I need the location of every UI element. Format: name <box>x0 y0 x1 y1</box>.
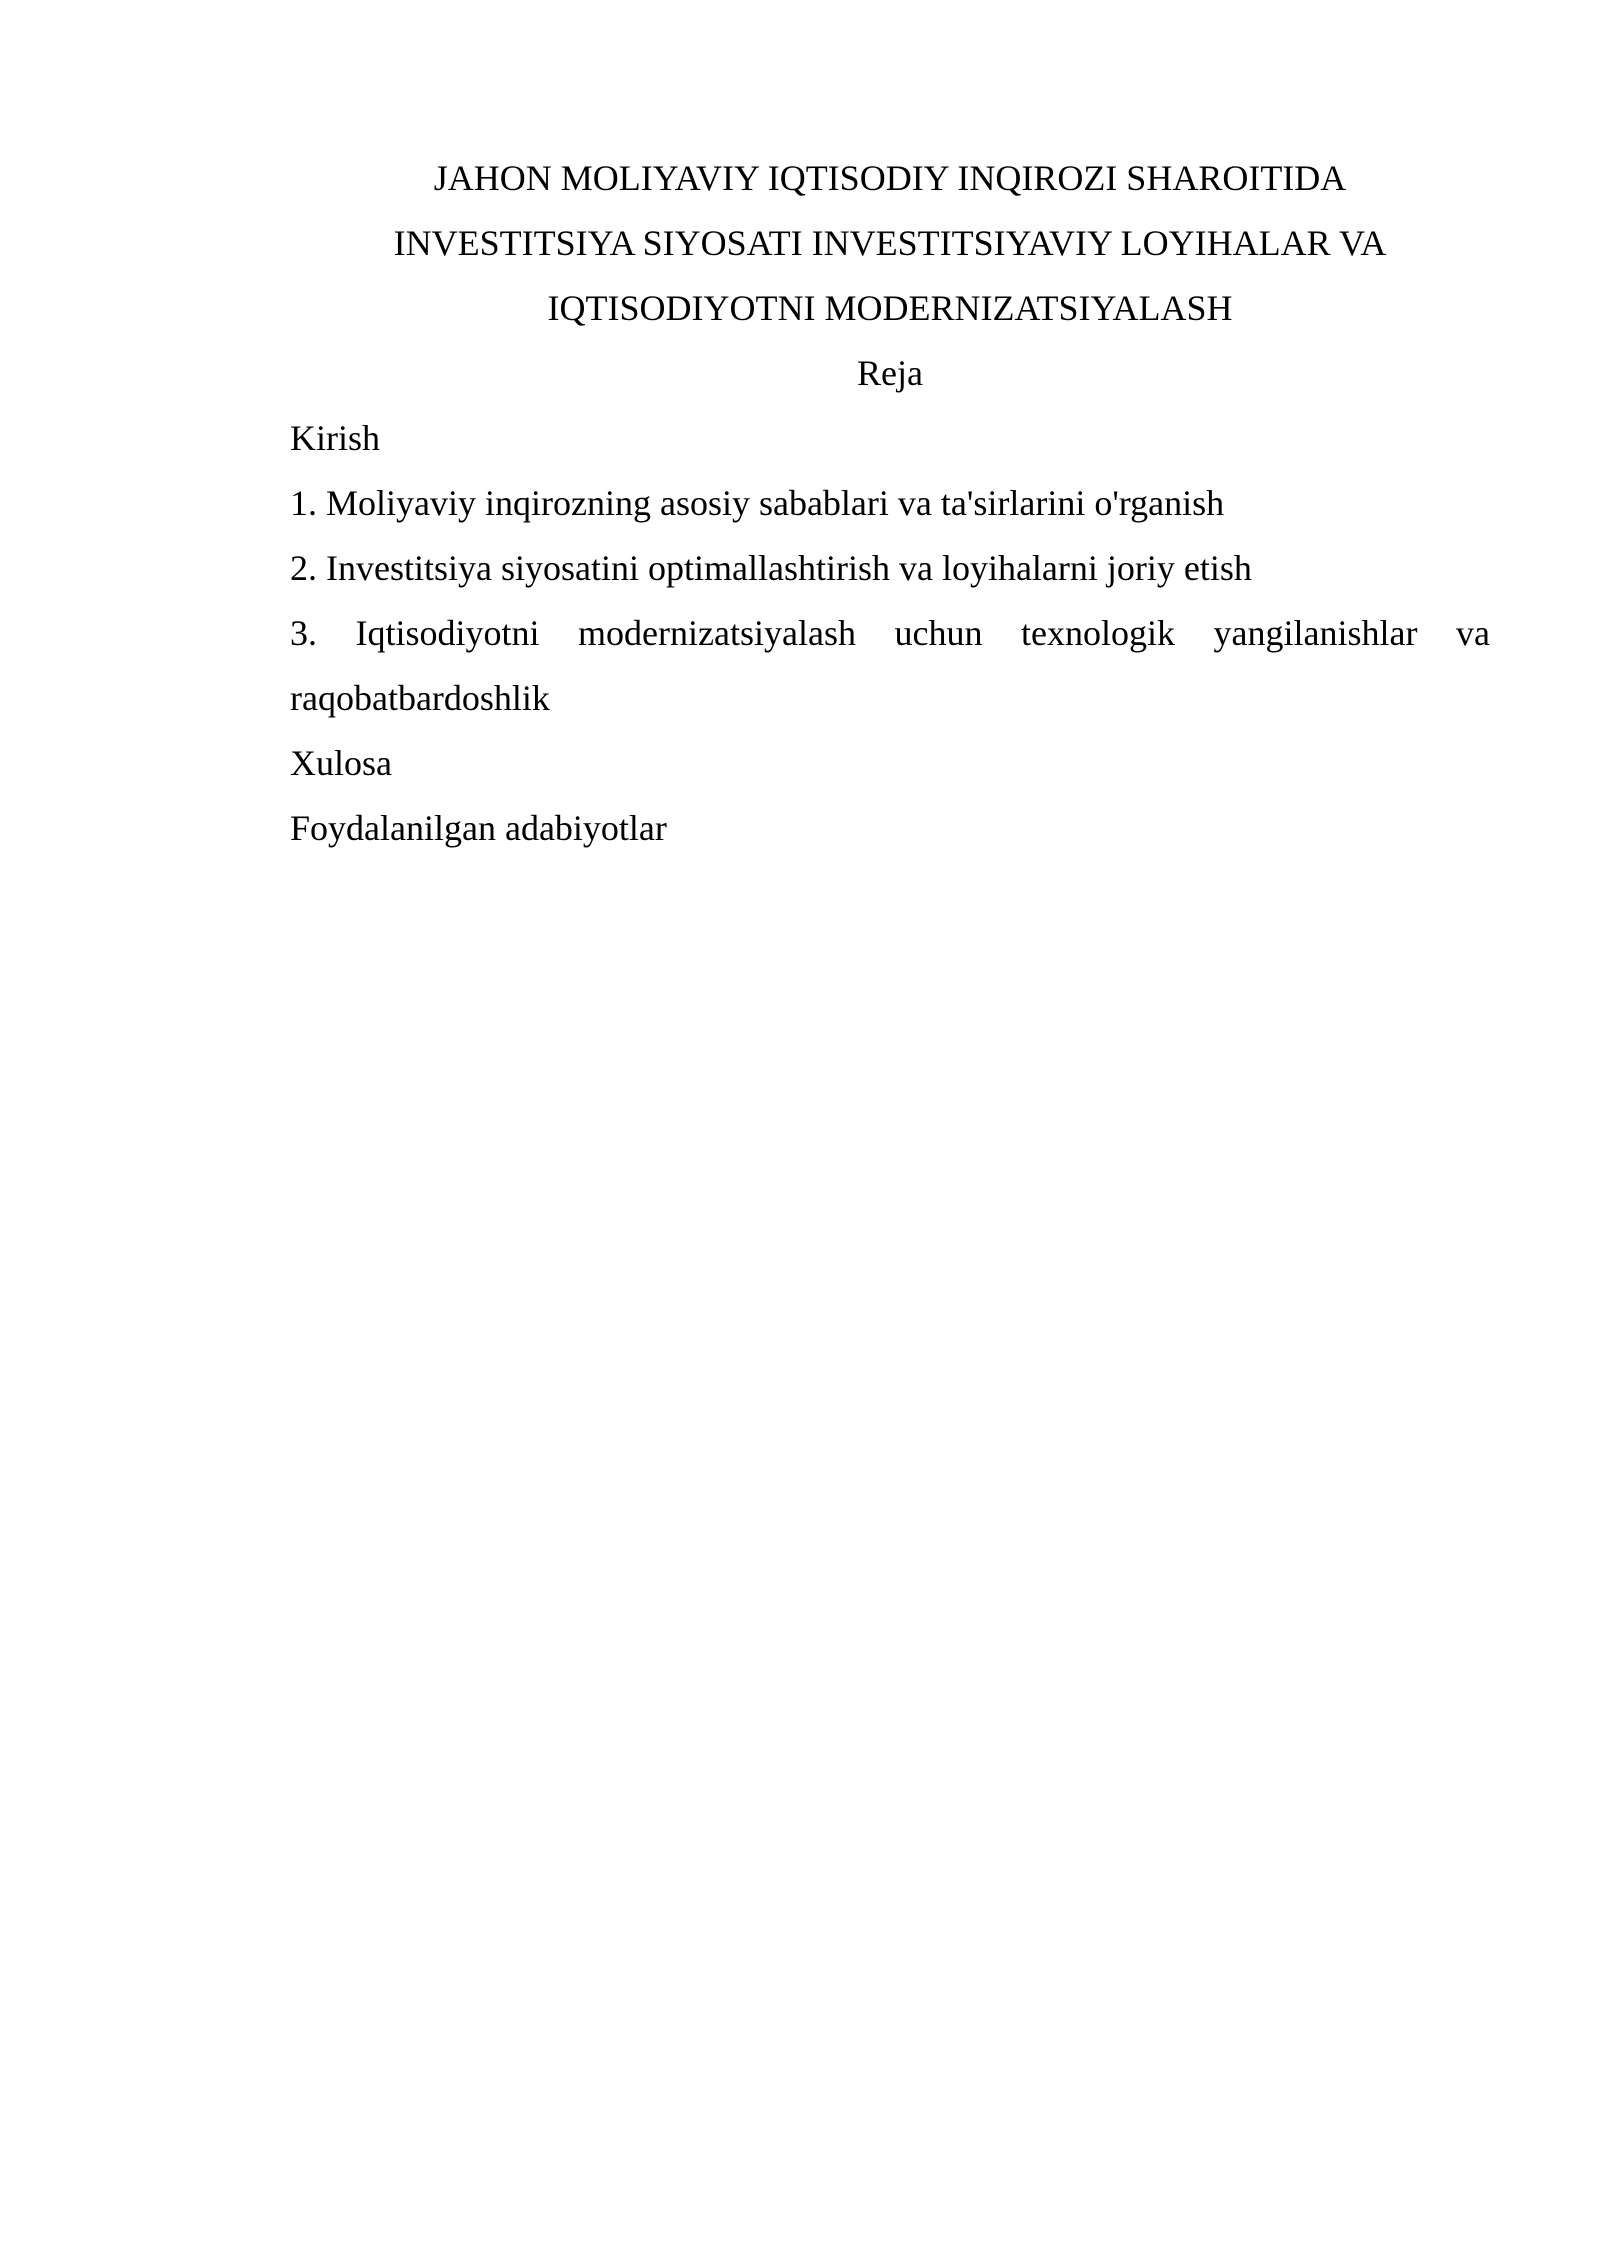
toc-item-1: 1. Moliyaviy inqirozning asosiy sabablari va ta'sirlarini o'rganish <box>290 483 1225 523</box>
plan-heading: Reja <box>857 353 923 393</box>
toc-item-3-word: yangilanishlar <box>1213 613 1418 653</box>
title-line-2: INVESTITSIYA SIYOSATI INVESTITSIYAVIY LOYIHALAR VA <box>393 223 1387 263</box>
toc-item-3-line-1 <box>290 601 1490 666</box>
toc-item-3-word: texnologik <box>1020 613 1175 653</box>
toc-item-intro: Kirish <box>290 418 380 458</box>
toc-item-3-line-2: raqobatbardoshlik <box>290 678 550 718</box>
toc-item-references: Foydalanilgan adabiyotlar <box>290 808 667 848</box>
toc-item-3-word: uchun <box>894 613 983 653</box>
table-of-contents <box>290 406 1490 861</box>
toc-item-3-word: Iqtisodiyotni <box>355 613 540 653</box>
title-line-3: IQTISODIYOTNI MODERNIZATSIYALASH <box>547 288 1233 328</box>
toc-item-2: 2. Investitsiya siyosatini optimallashtirish va loyihalarni joriy etish <box>290 548 1252 588</box>
toc-item-3-word: 3. <box>290 613 317 653</box>
document-title <box>290 146 1490 341</box>
toc-item-3-word: modernizatsiyalash <box>578 613 856 653</box>
toc-item-3 <box>290 601 1490 731</box>
title-line-1: JAHON MOLIYAVIY IQTISODIY INQIROZI SHAROITIDA <box>433 158 1347 198</box>
toc-item-3-word: va <box>1455 613 1490 653</box>
toc-item-conclusion: Xulosa <box>290 743 392 783</box>
